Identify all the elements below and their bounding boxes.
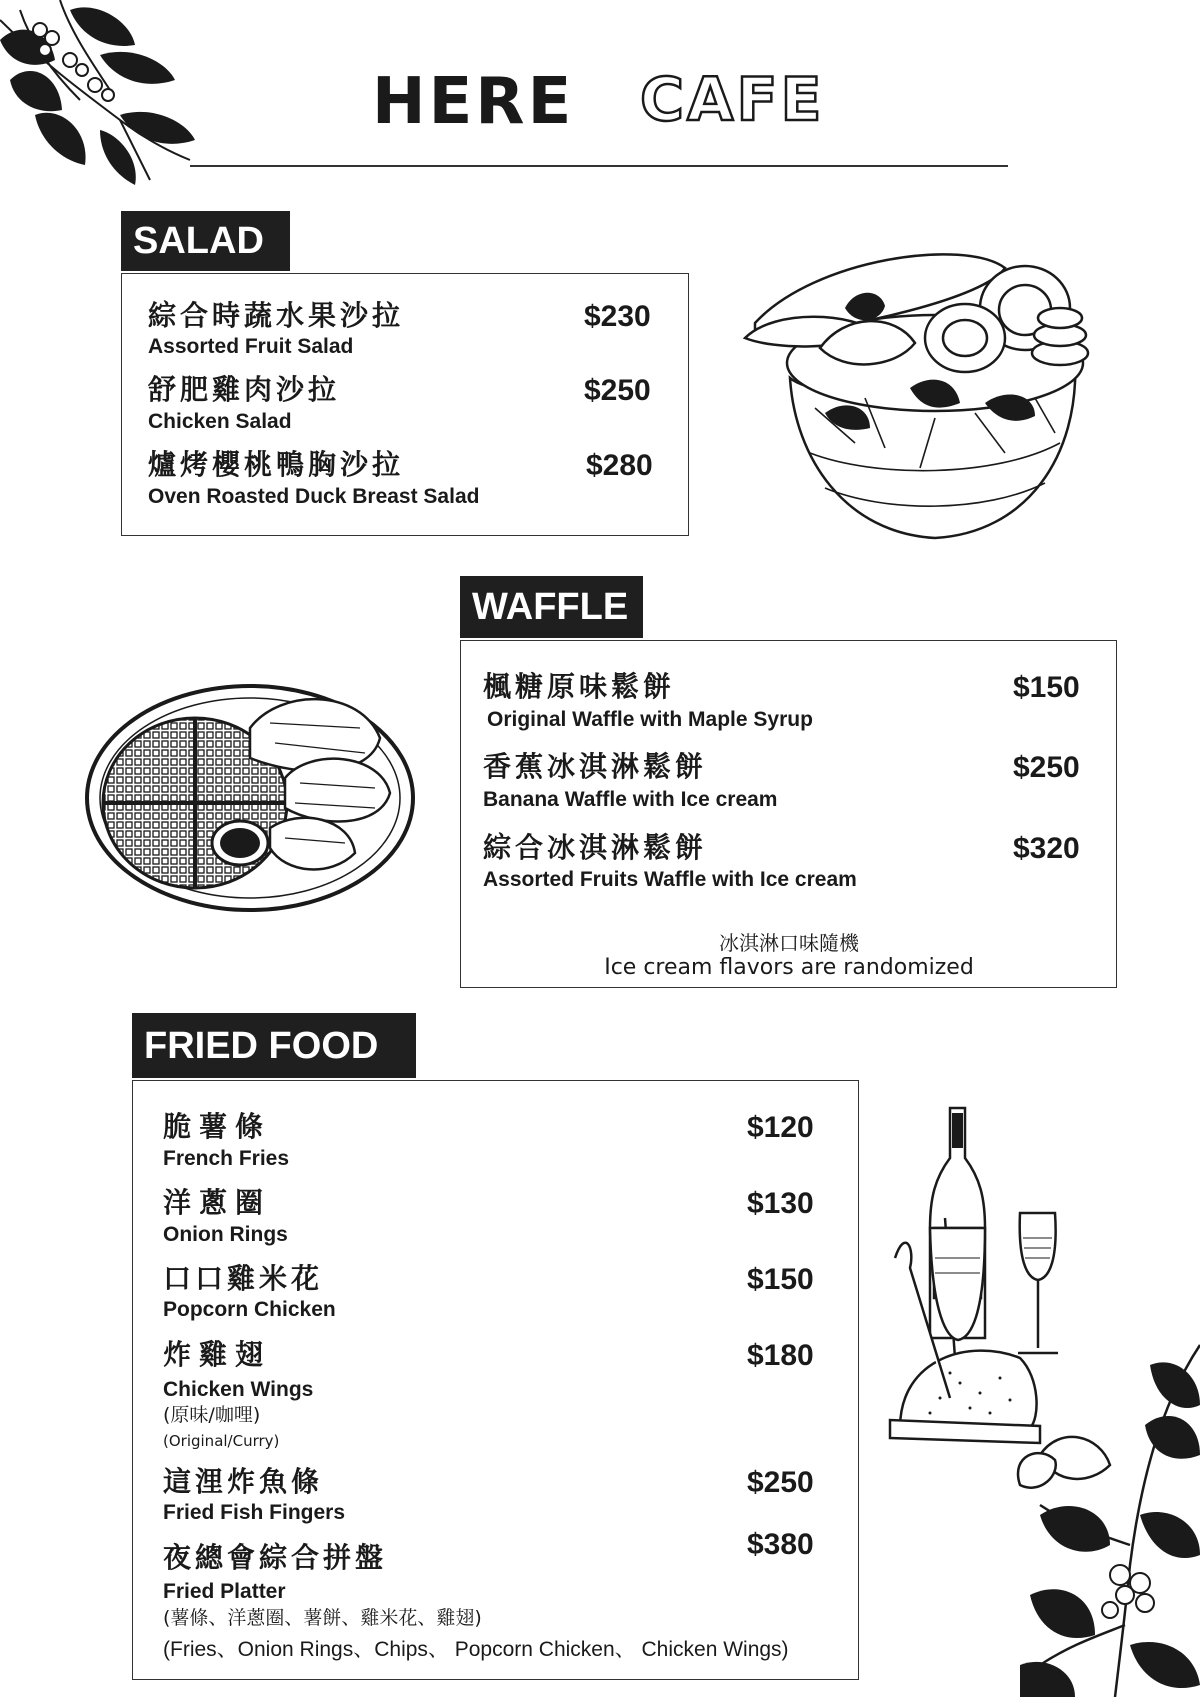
menu-item-zh: 這浬炸魚條 [163,1465,324,1498]
cafe-title-here: HERE [372,65,575,139]
menu-item-en: Onion Rings [163,1223,288,1246]
menu-item-en: Popcorn Chicken [163,1298,336,1321]
menu-item-price: $120 [747,1111,814,1144]
menu-item-price: $130 [747,1187,814,1220]
menu-item-zh: 香蕉冰淇淋鬆餅 [483,750,708,783]
menu-item-price: $280 [586,449,653,482]
menu-item-en: Chicken Wings [163,1378,314,1401]
menu-item-zh: 爐烤櫻桃鴨胸沙拉 [148,448,405,481]
coffee-branch-icon [1000,1345,1200,1697]
title-divider [190,165,1008,167]
waffle-plate-icon [80,668,420,928]
menu-item-note-zh: (薯條、洋蔥圈、薯餅、雞米花、雞翅) [163,1607,482,1629]
menu-item-en: Banana Waffle with Ice cream [483,788,778,811]
menu-item-price: $380 [747,1528,814,1561]
cafe-title-cafe: CAFE [640,65,825,135]
menu-item-price: $250 [747,1466,814,1499]
salad-menu-box [121,273,689,536]
menu-item-note-zh: (原味/咖哩) [163,1404,261,1426]
menu-item-en: Original Waffle with Maple Syrup [487,708,813,731]
menu-item-note-en: (Original/Curry) [163,1432,280,1450]
menu-item-price: $150 [747,1263,814,1296]
waffle-note-en: Ice cream flavors are randomized [604,955,974,980]
menu-item-en: French Fries [163,1147,290,1170]
menu-item-en: Assorted Fruit Salad [148,335,354,358]
menu-item-price: $150 [1013,671,1080,704]
section-title-fried-food: FRIED FOOD [132,1013,416,1078]
menu-item-zh: 炸雞翅 [163,1338,272,1371]
menu-item-zh: 口口雞米花 [163,1262,324,1295]
menu-item-price: $320 [1013,832,1080,865]
menu-item-price: $180 [747,1339,814,1372]
menu-item-en: Chicken Salad [148,410,292,433]
section-title-salad: SALAD [121,211,290,271]
section-title-waffle: WAFFLE [460,576,643,638]
menu-item-en: Fried Platter [163,1580,286,1603]
menu-item-zh: 綜合時蔬水果沙拉 [148,299,405,332]
menu-item-price: $250 [584,374,651,407]
menu-item-price: $250 [1013,751,1080,784]
coffee-branch-icon [0,0,200,190]
menu-item-en: Oven Roasted Duck Breast Salad [148,485,480,508]
menu-item-zh: 洋蔥圈 [163,1186,272,1219]
menu-item-zh: 楓糖原味鬆餅 [483,670,676,703]
menu-item-en: Assorted Fruits Waffle with Ice cream [483,868,857,891]
menu-item-price: $230 [584,300,651,333]
menu-item-zh: 夜總會綜合拼盤 [163,1541,388,1574]
menu-item-zh: 舒肥雞肉沙拉 [148,373,341,406]
menu-item-zh: 脆薯條 [163,1110,272,1143]
waffle-note-zh: 冰淇淋口味隨機 [719,931,859,955]
salad-bowl-icon [735,238,1120,543]
menu-item-zh: 綜合冰淇淋鬆餅 [483,831,708,864]
menu-item-note-en: (Fries、Onion Rings、Chips、 Popcorn Chicken、 Chicken Wings) [163,1638,789,1661]
menu-item-en: Fried Fish Fingers [163,1501,346,1524]
fried-menu-box [132,1080,859,1680]
waffle-menu-box [460,640,1117,988]
